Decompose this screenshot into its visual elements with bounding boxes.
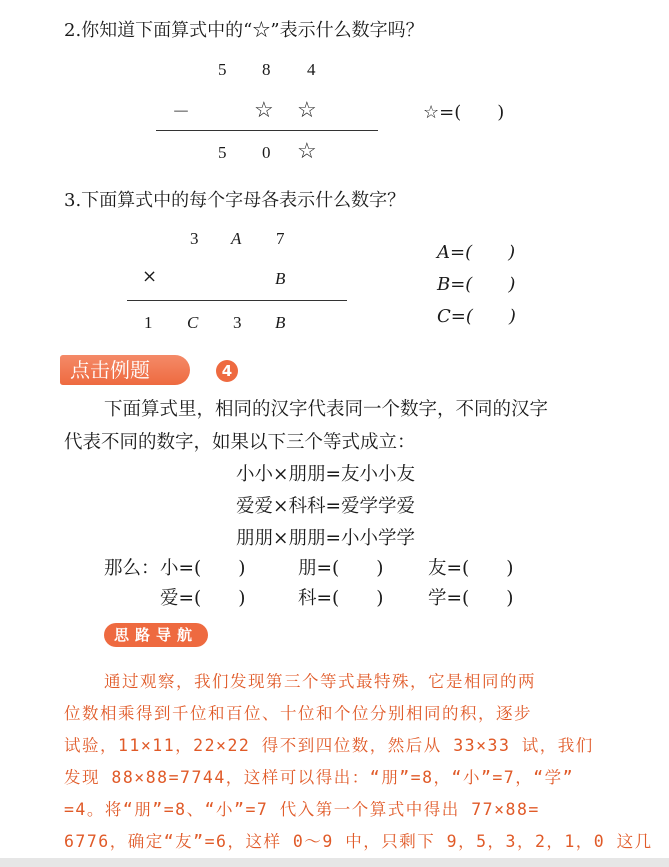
minus-sign: － [172,102,190,123]
example-banner: 点击例题 [60,355,190,385]
guide-line: 通过观察，我们发现第三个等式最特殊，它是相同的两 [104,672,536,691]
star-icon: ☆ [254,98,274,123]
q2-result-digit: 0 [262,143,271,162]
answer-prefix: 那么： [104,558,160,579]
guide-line: 位数相乘得到千位和百位、十位和个位分别相同的积，逐步 [64,704,532,723]
example-number-badge: 4 [216,360,238,382]
guide-line: 6776，确定“友”=6，这样 0～9 中，只剩下 9，5，3，2，1，0 这几 [64,832,653,851]
c-answer-blank: C=( ) [437,306,516,327]
example-intro-line-2: 代表不同的数字，如果以下三个等式成立： [64,432,416,453]
answer-blank: 科=( ) [298,588,384,609]
page-bottom-bar [0,858,669,867]
guide-line: 试验，11×11，22×22 得不到四位数，然后从 33×33 试，我们 [64,736,594,755]
question-2-title: 2.你知道下面算式中的“☆”表示什么数字吗？ [64,20,424,41]
q2-digit: 4 [307,60,316,79]
example-intro-line-1: 下面算式里，相同的汉字代表同一个数字，不同的汉字 [104,399,549,420]
answer-blank: 学=( ) [428,588,514,609]
guide-label: 思路导航 [104,623,208,647]
answer-blank: 爱=( ) [160,588,246,609]
star-icon: ☆ [297,98,317,123]
star-answer-blank: ☆=( ) [423,102,505,123]
q3-result-digit: 1 [144,313,153,332]
answer-blank: 朋=( ) [298,558,384,579]
times-sign: × [142,266,158,287]
answer-blank: 友=( ) [428,558,514,579]
q3-result-digit: 3 [233,313,242,332]
q3-rule [127,300,347,301]
q2-digit: 5 [218,60,227,79]
q3-digit: 3 [190,229,199,248]
guide-line: =4。将“朋”=8、“小”=7 代入第一个算式中得出 77×88= [64,800,540,819]
equation-2: 爱爱×科科=爱学学爱 [236,496,416,517]
q3-result-letter: C [187,313,199,332]
q3-digit: 7 [276,229,285,248]
question-3-title: 3.下面算式中的每个字母各表示什么数字？ [64,190,406,211]
q2-rule [156,130,378,131]
answer-blank: 小=( ) [160,558,246,579]
guide-line: 发现 88×88=7744，这样可以得出：“朋”=8，“小”=7，“学” [64,768,575,787]
equation-3: 朋朋×朋朋=小小学学 [236,528,416,549]
a-answer-blank: A=( ) [437,242,516,263]
q3-result-letter: B [275,313,286,332]
b-answer-blank: B=( ) [437,274,516,295]
q3-letter: A [231,229,242,248]
q2-digit: 8 [262,60,271,79]
star-icon: ☆ [297,139,317,164]
q3-letter: B [275,269,286,288]
q2-result-digit: 5 [218,143,227,162]
equation-1: 小小×朋朋=友小小友 [236,464,416,485]
